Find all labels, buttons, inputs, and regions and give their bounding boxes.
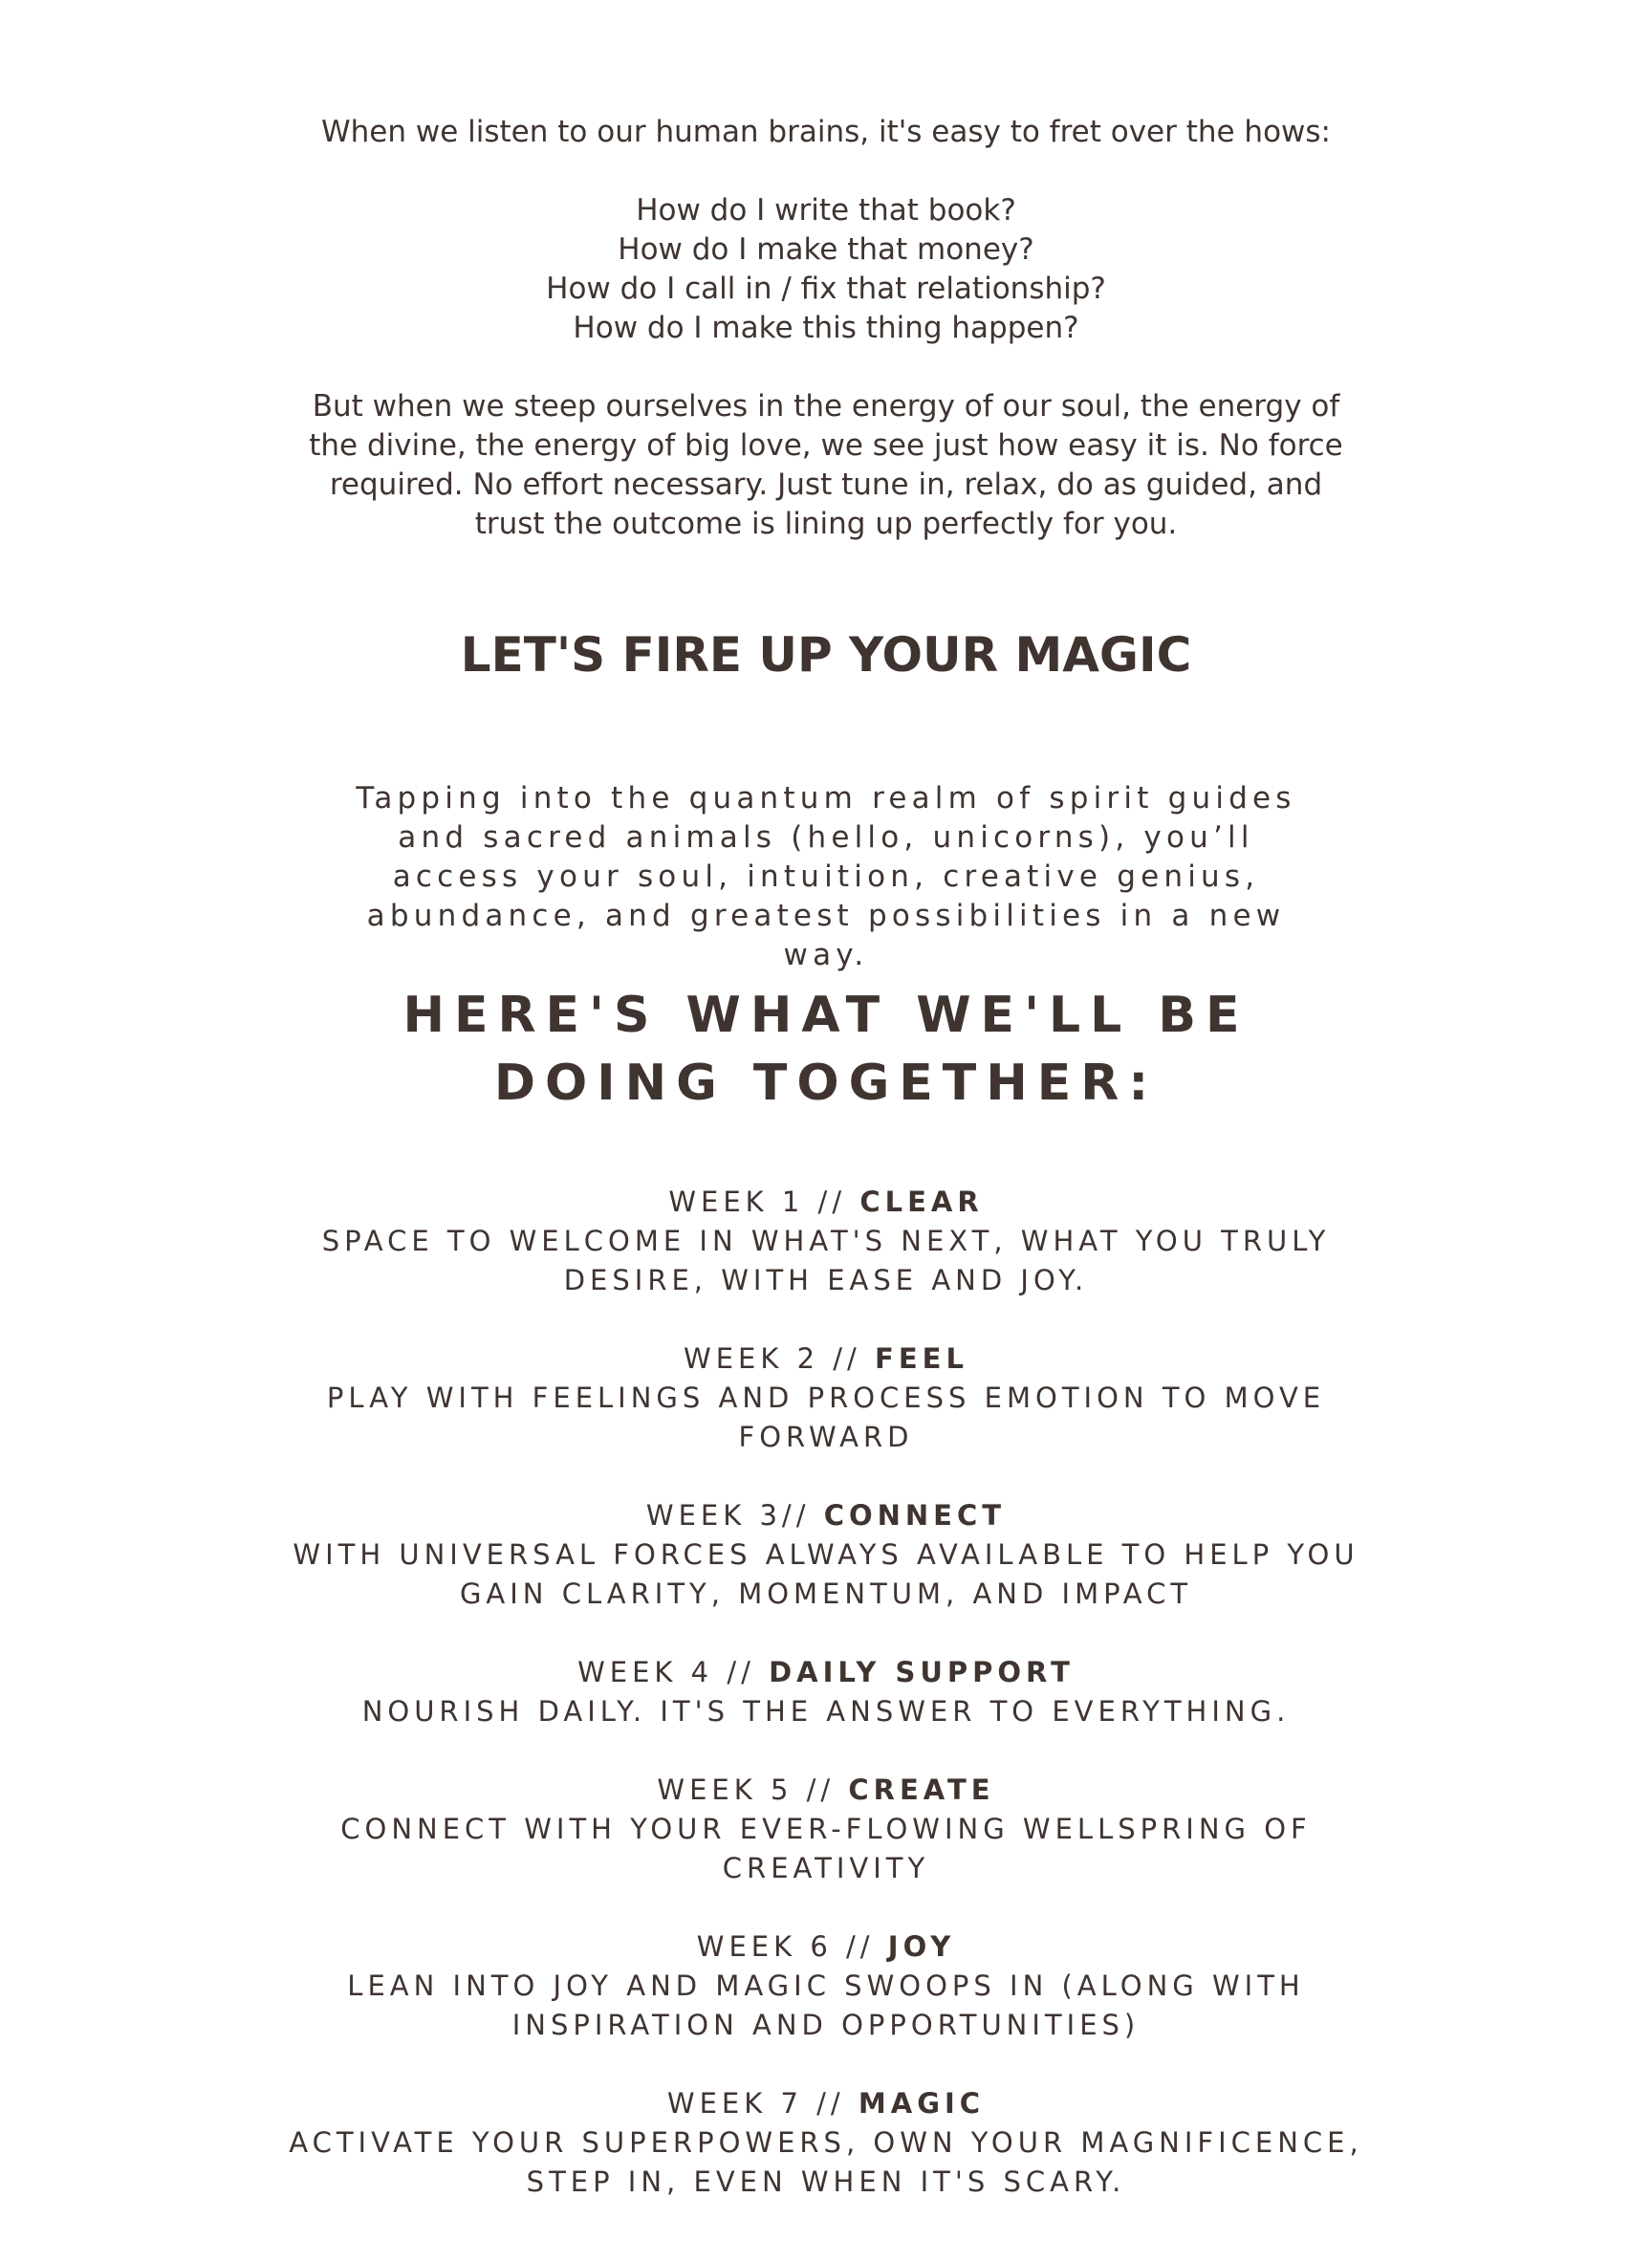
tagline: Tapping into the quantum realm of spirit guides and sacred animals (hello, unicorns), you’ll access your soul, intuition, creative genius, abundance, and greatest possibilities in a new way. — [356, 781, 1296, 972]
intro-body: But when we steep ourselves in the energy of our soul, the energy of the divine, the energy of big love, we see just how easy it is. No force required. No effort necessary. Just tune in, relax, do as guided, and trust the outcome is lining up perfectly for you. — [309, 389, 1343, 541]
intro-question: How do I make this thing happen? — [573, 311, 1079, 345]
week-label: WEEK 6 // — [696, 1930, 888, 1963]
week-description: PLAY WITH FEELINGS AND PROCESS EMOTION TO MOVE FORWARD — [326, 1382, 1326, 1453]
week-description: SPACE TO WELCOME IN WHAT'S NEXT, WHAT YOU TRULY DESIRE, WITH EASE AND JOY. — [321, 1225, 1331, 1296]
week-description: ACTIVATE YOUR SUPERPOWERS, OWN YOUR MAGNIFICENCE, STEP IN, EVEN WHEN IT'S SCARY. — [289, 2126, 1363, 2198]
section-heading: HERE'S WHAT WE'LL BE DOING TOGETHER: — [402, 987, 1250, 1112]
week-theme: CLEAR — [859, 1186, 984, 1218]
page-title: LET'S FIRE UP YOUR MAGIC — [460, 627, 1192, 683]
week-item — [287, 1771, 1365, 1888]
intro-lead: When we listen to our human brains, it's easy to fret over the hows: — [321, 115, 1331, 149]
week-heading — [287, 1653, 1365, 1692]
week-theme: CONNECT — [823, 1499, 1007, 1532]
spacer — [287, 348, 1365, 387]
week-item — [287, 1927, 1365, 2045]
week-description: WITH UNIVERSAL FORCES ALWAYS AVAILABLE TO HELP YOU GAIN CLARITY, MOMENTUM, AND IMPACT — [293, 1538, 1359, 1610]
weeks-list — [287, 1183, 1365, 2241]
week-description: CONNECT WITH YOUR EVER-FLOWING WELLSPRING OF CREATIVITY — [340, 1813, 1312, 1884]
week-label: WEEK 4 // — [577, 1656, 770, 1688]
week-heading — [287, 1183, 1365, 1222]
week-label: WEEK 7 // — [666, 2087, 859, 2120]
week-theme: JOY — [887, 1930, 956, 1963]
week-item — [287, 1339, 1365, 1457]
week-item — [287, 1653, 1365, 1731]
week-item — [287, 1183, 1365, 1300]
week-theme: CREATE — [848, 1773, 995, 1806]
week-item — [287, 2084, 1365, 2202]
week-label: WEEK 3// — [645, 1499, 824, 1532]
week-description: LEAN INTO JOY AND MAGIC SWOOPS IN (ALONG WITH INSPIRATION AND OPPORTUNITIES) — [347, 1969, 1305, 2041]
intro-section — [287, 113, 1365, 544]
week-heading — [287, 2084, 1365, 2123]
spacer — [287, 152, 1365, 191]
week-heading — [287, 1927, 1365, 1967]
week-heading — [287, 1496, 1365, 1535]
intro-question: How do I write that book? — [636, 193, 1016, 228]
week-theme: FEEL — [875, 1342, 968, 1375]
week-heading — [287, 1771, 1365, 1810]
week-label: WEEK 2 // — [684, 1342, 876, 1375]
week-theme: MAGIC — [858, 2087, 986, 2120]
week-label: WEEK 1 // — [668, 1186, 860, 1218]
intro-question: How do I call in / fix that relationship? — [546, 272, 1106, 306]
week-description: NOURISH DAILY. IT'S THE ANSWER TO EVERYTHING. — [361, 1695, 1291, 1728]
week-theme: DAILY SUPPORT — [769, 1656, 1075, 1688]
intro-question: How do I make that money? — [618, 232, 1034, 267]
week-item — [287, 1496, 1365, 1614]
week-heading — [287, 1339, 1365, 1379]
week-label: WEEK 5 // — [657, 1773, 849, 1806]
